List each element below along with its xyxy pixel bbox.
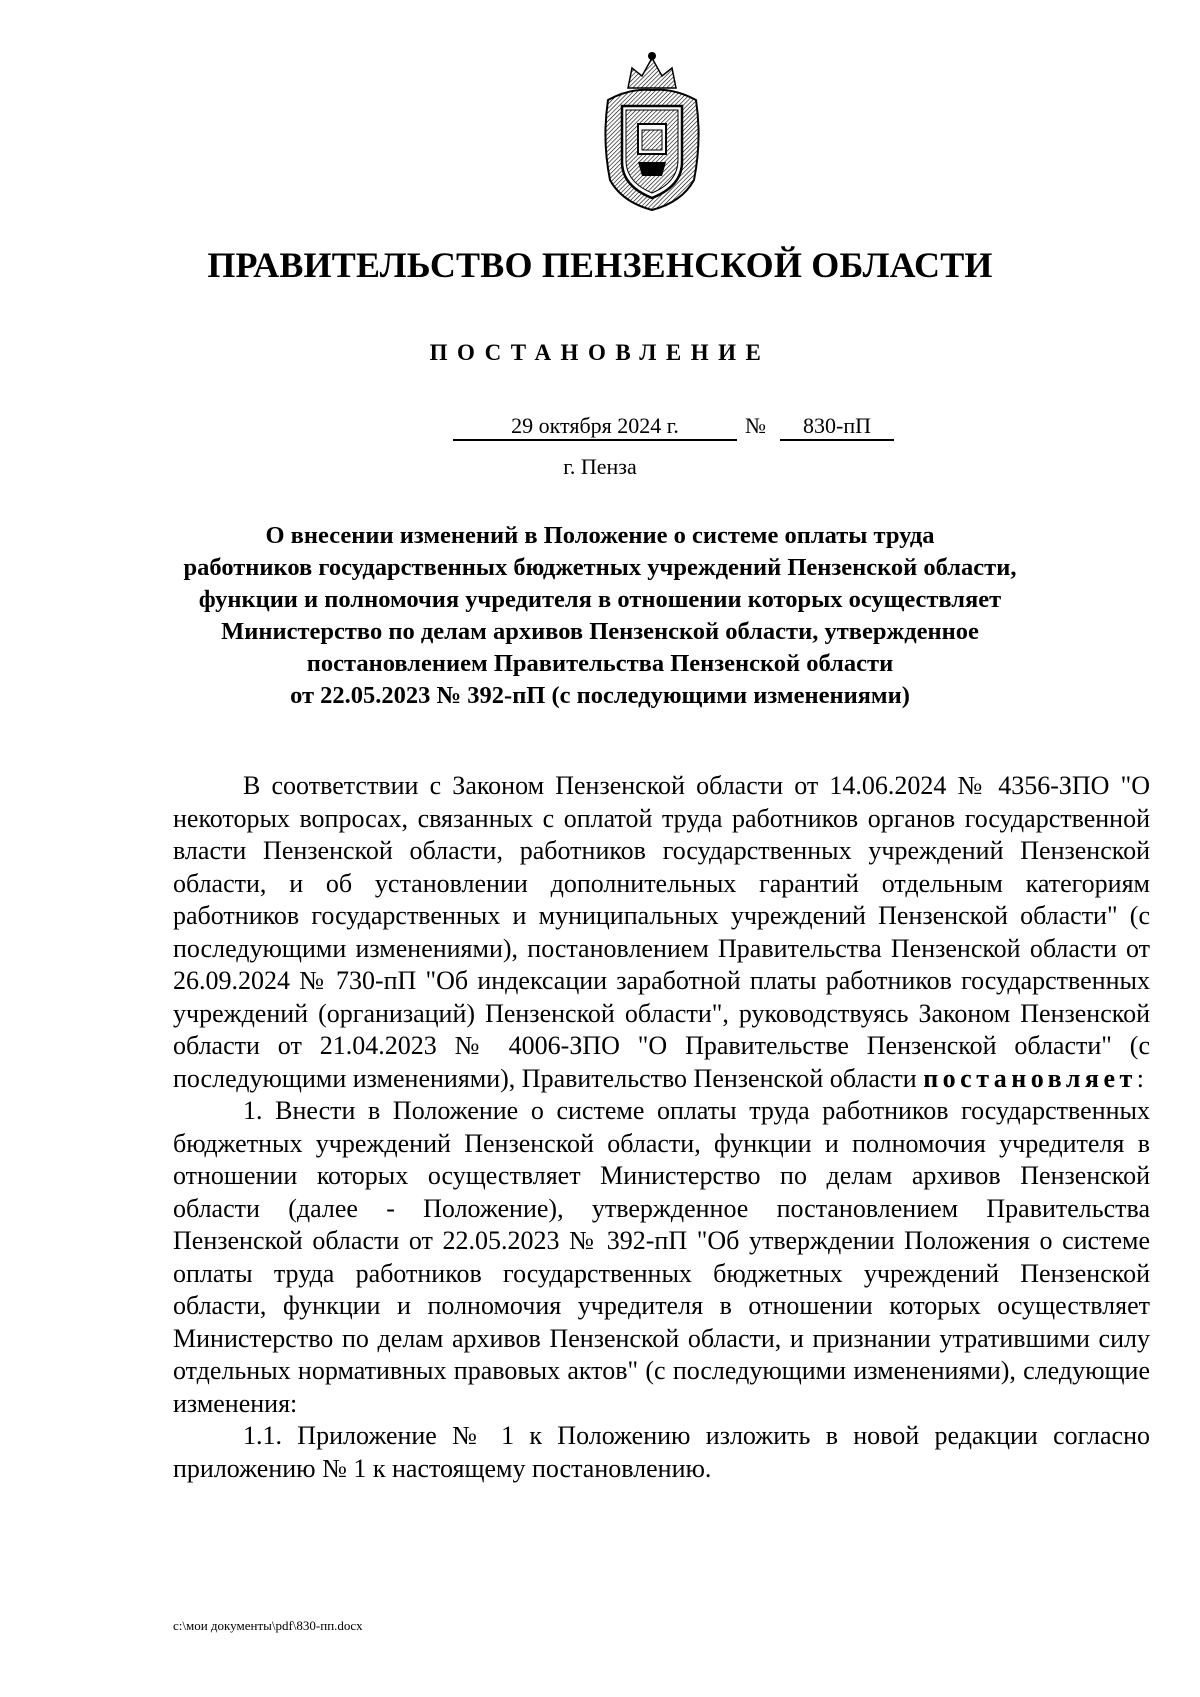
city: г. Пенза (563, 454, 637, 479)
document-subject (150, 520, 1050, 712)
subject-line: постановлением Правительства Пензенской области (306, 650, 894, 677)
doc-type-title: ПОСТАНОВЛЕНИЕ (429, 340, 771, 365)
document-number: 830-пП (780, 413, 894, 441)
subject-line: О внесении изменений в Положение о системе оплаты труда (265, 522, 935, 549)
item-1-1-paragraph: 1.1. Приложение № 1 к Положению изложить в новой редакции согласно приложению № 1 к настоящему постановлению. (173, 1421, 1150, 1483)
number-sign: № (745, 413, 766, 438)
subject-line: от 22.05.2023 № 392-пП (с последующими изменениями) (290, 682, 910, 709)
file-path-footer: c:\мои документы\pdf\830-пп.docx (173, 1618, 363, 1633)
item-1-paragraph: 1. Внести в Положение о системе оплаты труда работников государственных бюджетных учреждений Пензенской области, функции и полномочия учредителя в отношении которых осуществляет Министерство по делам архивов Пензенской области (далее - Положение), утвержденное постановлением Правительства Пензенской области от 22.05.2023 № 392-пП "Об утверждении Положения о системе оплаты труда работников государственных бюджетных учреждений Пензенской области, функции и полномочия учредителя в отношении которых осуществляет Министерство по делам архивов Пензенской области, и признании утратившими силу отдельных нормативных правовых актов" (с последующими изменениями), следующие изменения: (173, 1096, 1150, 1418)
preamble-paragraph (173, 770, 1150, 1095)
decree-colon: : (1136, 1063, 1145, 1093)
document-date: 29 октября 2024 г. (453, 413, 737, 441)
org-title: ПРАВИТЕЛЬСТВО ПЕНЗЕНСКОЙ ОБЛАСТИ (207, 245, 993, 285)
subject-line: Министерство по делам архивов Пензенской области, утвержденное (221, 618, 979, 645)
subject-line: работников государственных бюджетных учреждений Пензенской области, (183, 554, 1017, 581)
document-body (173, 770, 1150, 1485)
preamble-text: В соответствии с Законом Пензенской области от 14.06.2024 № 4356-ЗПО "О некоторых вопросах, связанных с оплатой труда работников органов государственной власти Пензенской области, работников государственных учреждений Пензенской области, и об установлении дополнительных гарантий отдельным категориям работников государственных и муниципальных учреждений Пензенской области" (с последующими изменениями), постановлением Правительства Пензенской области от 26.09.2024 № 730-пП "Об индексации заработной платы работников государственных учреждений (организаций) Пензенской области", руководствуясь Законом Пензенской области от 21.04.2023 № 4006-ЗПО "О Правительстве Пензенской области" (с последующими изменениями), Правительство Пензенской области (173, 771, 1150, 1093)
decree-word: постановляет (923, 1063, 1137, 1093)
coat-of-arms-icon (598, 50, 706, 214)
subject-line: функции и полномочия учредителя в отношении которых осуществляет (198, 586, 1002, 613)
